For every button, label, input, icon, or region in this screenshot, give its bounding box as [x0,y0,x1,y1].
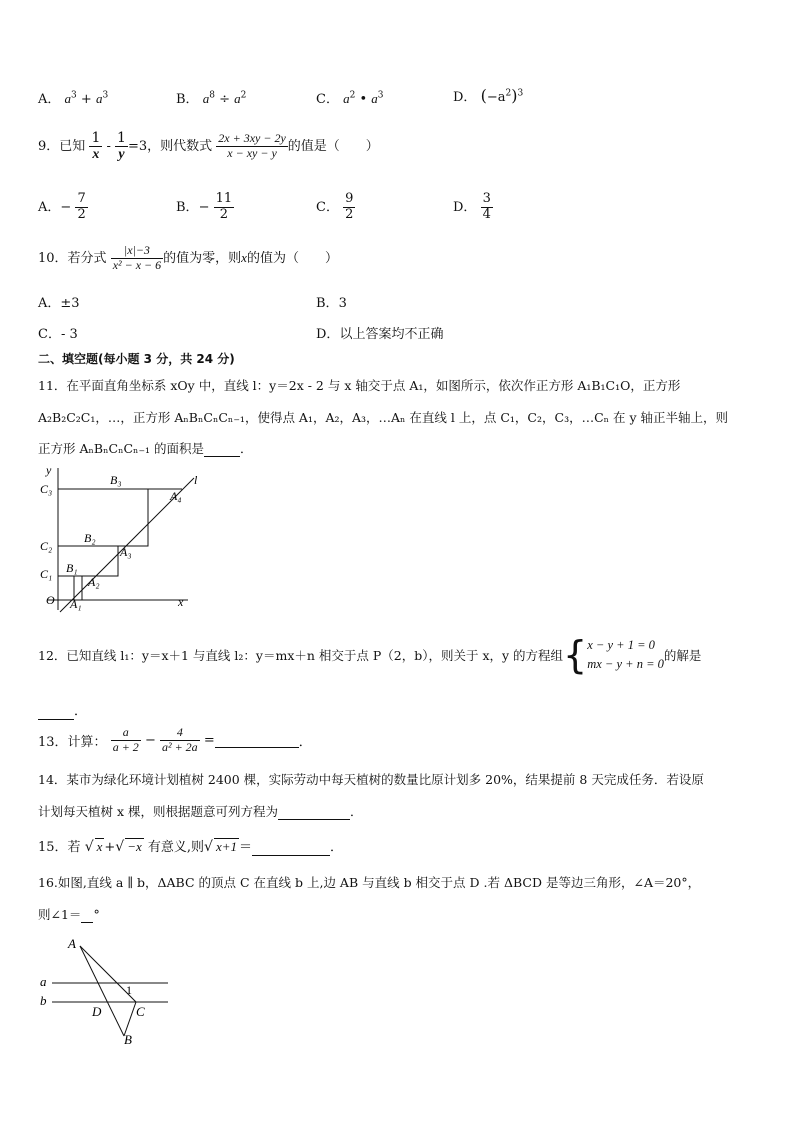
q9-frac-1x-num: 1 [91,130,101,146]
q14-line-2 [38,802,363,820]
q10-option-d-text: 以上答案均不正确 [339,327,444,342]
q11-label-l: l [194,473,198,487]
q10-option-c-label: C． [38,327,61,342]
q13-f2-den: a² + 2a [161,739,198,754]
q11-line-3-end: ． [240,441,253,456]
q9-expr-den: x − xy − y [227,146,277,161]
q8-option-d-label: D． [453,90,477,105]
q16-label-c: C [136,1004,145,1019]
q11-line-3-text: 正方形 AₙBₙCₙCₙ₋₁ 的面积是 [38,441,205,456]
q11-label-b3: B₃ [110,473,122,487]
q15-radicand-3: x+1 [215,839,237,854]
q15-radicand-2: −x [127,839,142,854]
q13-f2-num: 4 [160,726,200,741]
q15-answer-blank[interactable] [252,840,330,856]
q10-prefix: 若分式 [67,250,107,266]
q12-text: 12．已知直线 l₁：y＝x＋1 与直线 l₂：y＝mx＋n 相交于点 P（2，b），则关于 x，y 的方程组 [38,648,564,663]
q10-option-d [316,323,443,342]
q9-option-a [38,192,88,223]
q15-eq: ＝ [239,840,253,855]
q13-f1-den: a + 2 [112,739,139,754]
q9-minus: - [102,139,116,155]
q13-fraction-1 [111,726,141,755]
q9-option-a-num: 7 [77,191,86,206]
q9-option-c-num: 9 [345,191,354,206]
q10-fraction-den: x² − x − 6 [112,257,162,272]
q12-brace: { [563,633,588,677]
q12-system [587,636,664,674]
q11-label-b2: B₂ [84,531,96,545]
question-12 [38,633,702,677]
q13-prefix: 13．计算： [38,734,107,750]
q9-frac-1x [89,130,102,163]
q11-label-a4: A₄ [170,489,182,503]
q9-prefix: 已知 [59,139,86,155]
q9-option-d-num: 3 [482,191,491,206]
q16-line-2 [38,905,100,923]
q11-label-x: x [178,595,184,609]
q10-fraction [111,244,163,273]
q9-option-a-sign: − [60,199,72,215]
q11-line-2: A₂B₂C₂C₁，…，正方形 AₙBₙCₙCₙ₋₁，使得点 A₁，A₂，A₃，…Aₙ 在直线 l 上，点 C₁，C₂，C₃，…Cₙ 在 y 轴正半轴上，则 [38,410,729,425]
q11-label-c1: C₁ [40,567,53,581]
q16-label-line-b: b [40,993,47,1008]
q9-option-d-label: D． [453,199,477,215]
q14-line-2-text: 计划每天植树 x 棵，则根据题意可列方程为 [38,804,278,819]
q9-option-c-frac [343,192,355,223]
q9-option-b [176,192,234,223]
q9-expr-num: 2x + 3xy − 2y [218,131,286,146]
q9-option-b-label: B． [176,199,199,215]
q10-option-b [316,292,347,311]
q16-side-ab [80,946,124,1036]
q12-answer-blank[interactable] [38,704,74,720]
q8-option-a: A． $a^3 + a^3$ [38,90,109,107]
q16-line-2-text: 则∠1＝ [38,907,82,922]
q13-minus: − [144,732,156,748]
q15-radicand-1: x [96,839,103,854]
q8-option-c-label: C． [316,92,339,107]
q14-end: ． [350,804,363,819]
q15-radical-3: √ [204,839,213,855]
q16-label-a-vertex: A [68,936,76,951]
q11-figure [34,462,214,614]
q11-answer-blank[interactable] [204,441,240,457]
q9-option-d [453,192,493,223]
q16-label-angle-1: 1 [126,983,132,997]
q9-option-c [316,192,355,223]
q10-var: x [241,249,247,265]
q11-line-3 [38,439,253,457]
q12-answer-line [38,700,87,720]
q16-line-1: 16.如图,直线 a ∥ b，ΔABC 的顶点 C 在直线 b 上,边 AB 与直线 b 相交于点 D .若 ΔBCD 是等边三角形，∠A＝20°， [38,875,701,890]
q16-label-d: D [92,1004,102,1019]
question-9 [38,130,379,163]
q8-option-c: C． $a^2$ • $a^3$ [316,90,384,107]
q10-option-a [38,292,80,311]
q13-fraction-2 [160,726,200,755]
q12-suffix: 的解是 [663,648,702,663]
q9-frac-1y [115,130,128,163]
q9-option-b-num: 11 [215,191,233,206]
q9-option-b-frac [214,192,235,223]
q10-option-b-text: 3 [338,296,347,311]
q15-mid: 有意义,则 [143,840,205,855]
q10-option-d-label: D． [316,327,340,342]
q13-end: ． [298,734,312,750]
question-10 [38,244,338,273]
q15-radical-2: √ [115,839,125,855]
q15-plus: + [104,840,116,855]
q9-frac-1y-den: y [118,147,125,163]
q9-option-a-label: A． [38,199,61,215]
q13-f1-num: a [111,726,141,741]
q12-end: ． [74,704,88,719]
q15-prefix: 15．若 [38,840,81,855]
q16-label-line-a: a [40,974,47,989]
q8-option-d: D． $(-a^2)^3$ [453,86,524,105]
q12-eq-2: mx − y + n = 0 [587,657,664,671]
q10-fraction-num: |x|−3 [111,244,163,259]
q12-eq-1: x − y + 1 = 0 [587,638,655,653]
q11-label-c3: C₃ [40,482,53,496]
q8-option-b: B． $a^8 \div a^2$ [176,90,247,107]
q10-option-a-label: A． [38,296,61,311]
q16-answer-blank[interactable] [81,907,93,923]
q16-label-b: B [124,1032,132,1047]
q11-label-b1: B₁ [66,561,78,575]
q10-option-c-text: - 3 [60,327,78,342]
q13-answer-blank[interactable] [215,732,299,748]
q9-option-d-frac [481,192,493,223]
q9-option-c-label: C． [316,199,339,215]
q11-label-a1: A₁ [70,597,82,611]
q11-label-y: y [46,463,52,477]
q16-line-2-end: ° [93,907,100,922]
q9-option-a-den: 2 [77,206,86,222]
question-13 [38,726,312,755]
q9-eq3: =3，则代数式 [127,139,213,155]
q9-option-b-den: 2 [219,206,229,222]
question-15 [38,836,343,856]
q9-option-d-den: 4 [482,206,491,222]
q11-label-o: O [46,593,55,607]
q11-label-c2: C₂ [40,539,53,553]
q9-expression [216,132,288,161]
q8-option-b-label: B． [176,92,199,107]
q11-label-a2: A₂ [88,575,100,589]
q9-frac-1x-den: x [92,147,100,163]
q10-suffix2: 的值为（ ） [246,250,338,266]
q16-side-bc [124,1002,136,1036]
q15-end: ． [330,840,344,855]
q13-eq: = [203,732,215,748]
q8-option-a-label: A． [38,92,61,107]
q10-suffix: 的值为零，则 [163,250,242,266]
q14-answer-blank[interactable] [278,804,350,820]
q10-number: 10． [38,250,68,266]
q9-option-c-den: 2 [345,206,354,222]
q10-option-c [38,323,78,342]
q9-suffix: 的值是（ ） [287,139,379,155]
q11-line-1: 11．在平面直角坐标系 xOy 中，直线 l：y＝2x - 2 与 x 轴交于点 A₁，如图所示，依次作正方形 A₁B₁C₁O，正方形 [38,378,681,393]
q10-option-b-label: B． [316,296,339,311]
q14-line-1: 14．某市为绿化环境计划植树 2400 棵，实际劳动中每天植树的数量比原计划多 20%，结果提前 8 天完成任务．若设原 [38,772,704,787]
q16-figure [34,934,184,1050]
q9-option-a-frac [75,192,87,223]
q9-number: 9． [38,139,60,155]
q15-radical-1: √ [84,839,94,855]
q9-option-b-sign: − [198,199,210,215]
q11-label-a3: A₃ [120,545,132,559]
section-2-title: 二、填空题(每小题 3 分，共 24 分) [38,352,235,366]
q9-frac-1y-num: 1 [117,130,126,146]
q10-option-a-text: ±3 [60,296,80,311]
